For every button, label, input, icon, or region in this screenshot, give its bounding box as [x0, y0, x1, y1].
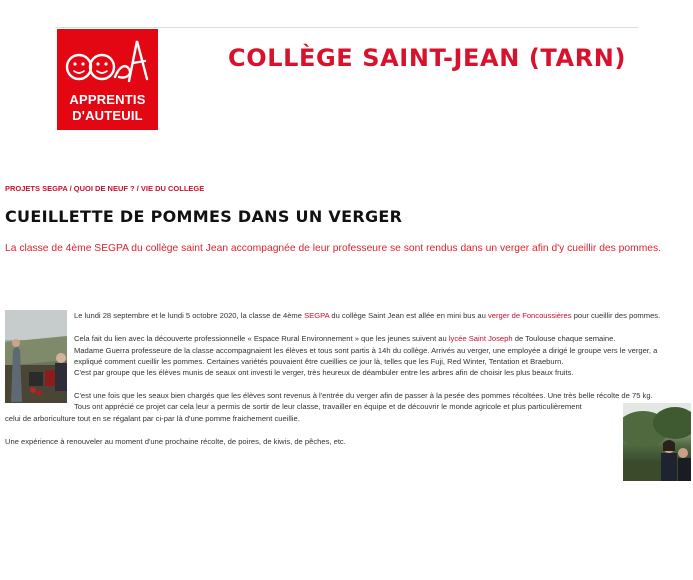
breadcrumb-link-vie-du-college[interactable]: VIE DU COLLEGE — [140, 184, 205, 193]
faces-logo-icon — [63, 33, 153, 89]
logo-line-2: D'AUTEUIL — [72, 108, 143, 123]
paragraph-3-line-1: Madame Guerra professeure de la classe accompagnaient les élèves et tous sont partis à 14h du collège. Arrivés au verger, une employée a dirigé le groupe vers le verger, a — [74, 346, 658, 355]
article-lead: La classe de 4ème SEGPA du collège saint Jean accompagnée de leur professeure se sont rendus dans un verger afin d'y cueillir des pommes. — [5, 243, 662, 254]
link-segpa[interactable]: SEGPA — [304, 311, 330, 320]
paragraph-4-line-2: Tous ont apprécié ce projet car cela leur a permis de sortir de leur classe, travailler en équipe et de découvrir le monde agricole et plus particulièrement — [74, 402, 582, 411]
paragraph-2 — [74, 333, 615, 344]
article-title: CUEILLETTE DE POMMES DANS UN VERGER — [5, 207, 403, 226]
paragraph-5: Une expérience à renouveler au moment d'une prochaine récolte, de poires, de kiwis, de pêches, etc. — [5, 437, 346, 446]
header-divider — [55, 27, 638, 28]
paragraph-3-line-2: expliqué comment cueillir les pommes. Certaines variétés pouvaient être cueillies ce jour là, telles que les Fuji, Red Winter, Tentation et Braeburn. — [74, 357, 564, 366]
paragraph-text: Le lundi 28 septembre et le lundi 5 octobre 2020, la classe de 4ème — [74, 311, 305, 320]
paragraph-1 — [74, 310, 660, 321]
logo-line-1: APPRENTIS — [69, 92, 146, 107]
paragraph-text: pour cueillir des pommes. — [571, 311, 661, 320]
orchard-photo-girls — [623, 403, 691, 481]
breadcrumb-separator: / — [134, 184, 141, 193]
breadcrumb-link-projets-segpa[interactable]: PROJETS SEGPA — [5, 184, 68, 193]
breadcrumb-link-quoi-de-neuf[interactable]: QUOI DE NEUF ? — [73, 184, 135, 193]
paragraph-text: de Toulouse chaque semaine. — [512, 334, 616, 343]
paragraph-4-line-3: celui de arboriculture tout en se régalant par ci-par là d'une pomme fraichement cueillie. — [5, 414, 300, 423]
breadcrumb — [5, 184, 204, 193]
paragraph-3-line-3: C'est par groupe que les élèves munis de seaux ont investi le verger, très heureux de déambuler entre les arbres afin de choisir les plus beaux fruits. — [74, 368, 574, 377]
apprentis-dauteuil-logo[interactable] — [57, 29, 158, 130]
breadcrumb-separator: / — [67, 184, 74, 193]
paragraph-4-line-1: C'est une fois que les seaux bien chargés que les élèves sont revenus à l'entrée du verger afin de passer à la pesée des pommes récoltées. Une très belle récolte de 75 kg. — [74, 391, 653, 400]
paragraph-text: du collège Saint Jean est allée en mini bus au — [329, 311, 488, 320]
orchard-photo-students — [5, 310, 67, 403]
link-lycee-saint-joseph[interactable]: lycée Saint Joseph — [448, 334, 513, 343]
link-verger-foncoussieres[interactable]: verger de Foncoussières — [488, 311, 572, 320]
school-title: COLLÈGE SAINT-JEAN (TARN) — [228, 44, 627, 72]
paragraph-text: Cela fait du lien avec la découverte professionnelle « Espace Rural Environnement » que les jeunes suivent au — [74, 334, 449, 343]
